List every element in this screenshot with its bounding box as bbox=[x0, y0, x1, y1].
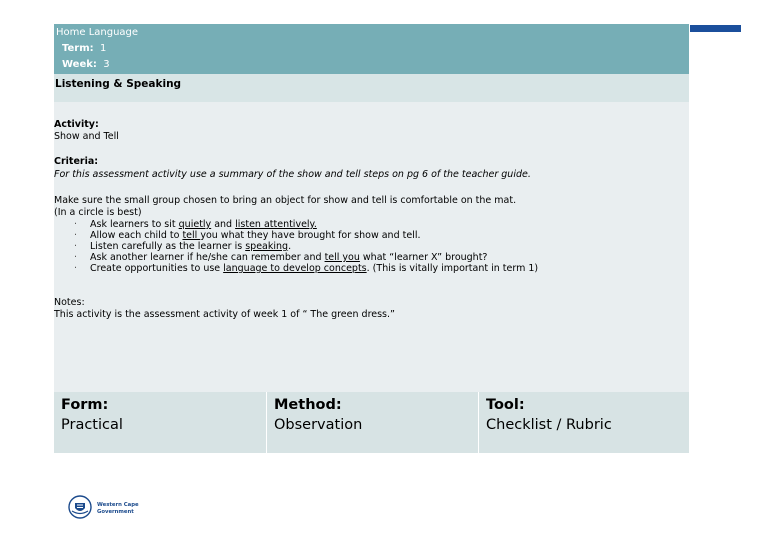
list-item: · Listen carefully as the learner is speaking. bbox=[74, 241, 292, 252]
term-value: 1 bbox=[100, 43, 107, 54]
method-value: Observation bbox=[274, 417, 363, 433]
list-item: · Create opportunities to use language to develop concepts. (This is vitally important in term 1) bbox=[74, 263, 539, 274]
week-label: Week: bbox=[62, 59, 97, 70]
term-label: Term: bbox=[62, 43, 94, 54]
header-banner bbox=[54, 24, 689, 74]
subject-label: Home Language bbox=[56, 27, 139, 38]
notes-label: Notes: bbox=[54, 297, 85, 308]
week-line bbox=[62, 59, 110, 70]
instructions-line1: Make sure the small group chosen to bring an object for show and tell is comfortable on the mat. bbox=[54, 195, 517, 206]
coat-of-arms-icon bbox=[68, 495, 92, 519]
bullet-icon: · bbox=[74, 263, 78, 274]
list-item: · Ask learners to sit quietly and listen attentively. bbox=[74, 219, 317, 230]
instructions-line2: (In a circle is best) bbox=[54, 207, 142, 218]
week-value: 3 bbox=[103, 59, 110, 70]
list-item: · Allow each child to tell you what they have brought for show and tell. bbox=[74, 230, 421, 241]
tool-cell bbox=[478, 392, 690, 453]
method-cell bbox=[266, 392, 478, 453]
tool-label: Tool: bbox=[486, 397, 525, 413]
logo-text: Western Cape Government bbox=[97, 502, 139, 515]
method-label: Method: bbox=[274, 397, 342, 413]
government-logo bbox=[66, 492, 155, 524]
tool-value: Checklist / Rubric bbox=[486, 417, 612, 433]
form-value: Practical bbox=[61, 417, 123, 433]
bullet-icon: · bbox=[74, 241, 78, 252]
form-cell bbox=[54, 392, 265, 453]
bullet-icon: · bbox=[74, 230, 78, 241]
form-label: Form: bbox=[61, 397, 109, 413]
criteria-label: Criteria: bbox=[54, 156, 99, 167]
notes-text: This activity is the assessment activity of week 1 of “ The green dress.” bbox=[54, 309, 395, 320]
activity-body bbox=[54, 102, 689, 392]
bullet-icon: · bbox=[74, 219, 78, 230]
term-line bbox=[62, 43, 106, 54]
accent-bar bbox=[690, 25, 741, 32]
section-title: Listening & Speaking bbox=[55, 78, 182, 90]
activity-value: Show and Tell bbox=[54, 131, 119, 142]
section-strip bbox=[54, 74, 689, 102]
criteria-text: For this assessment activity use a summary of the show and tell steps on pg 6 of the teacher guide. bbox=[54, 169, 531, 180]
assessment-row bbox=[54, 392, 689, 453]
list-item: · Ask another learner if he/she can remember and tell you what “learner X” brought? bbox=[74, 252, 488, 263]
bullet-icon: · bbox=[74, 252, 78, 263]
activity-label: Activity: bbox=[54, 119, 99, 130]
